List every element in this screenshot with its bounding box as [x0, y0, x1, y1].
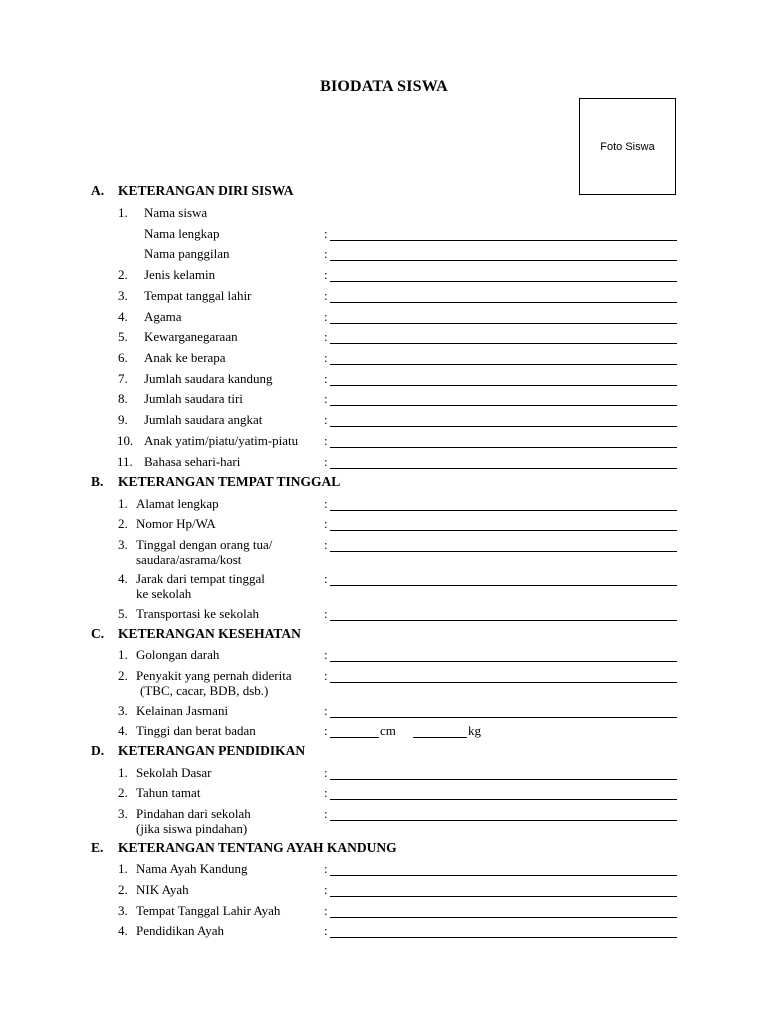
weight-unit: kg	[468, 723, 481, 738]
form-row-yatim-piatu	[0, 433, 768, 453]
field-label: Pendidikan Ayah	[136, 923, 224, 938]
form-row-ttl-ayah	[0, 903, 768, 923]
field-label: Tempat Tanggal Lahir Ayah	[136, 903, 281, 918]
photo-label: Foto Siswa	[600, 140, 655, 153]
item-number: 3.	[118, 288, 128, 303]
field-label: Sekolah Dasar	[136, 765, 212, 780]
field-label: Penyakit yang pernah diderita	[136, 668, 292, 683]
form-row-nik-ayah	[0, 882, 768, 902]
item-number: 1.	[118, 861, 128, 876]
field-label: NIK Ayah	[136, 882, 189, 897]
colon: :	[324, 226, 328, 241]
field-label: Nama siswa	[144, 205, 208, 220]
colon: :	[324, 246, 328, 261]
field-label-cont: ke sekolah	[136, 586, 192, 601]
answer-line[interactable]	[330, 385, 677, 386]
section-title: KETERANGAN TENTANG AYAH KANDUNG	[118, 840, 397, 855]
answer-line[interactable]	[330, 620, 677, 621]
field-label: Jenis kelamin	[144, 267, 216, 282]
colon: :	[324, 923, 328, 938]
form-row-nama-lengkap	[0, 226, 768, 246]
item-number: 5.	[118, 606, 128, 621]
colon: :	[324, 647, 328, 662]
form-row-bahasa	[0, 454, 768, 474]
field-label: Nama lengkap	[144, 226, 220, 241]
answer-line[interactable]	[330, 510, 677, 511]
item-number: 3.	[118, 537, 128, 552]
answer-line[interactable]	[330, 260, 677, 261]
item-number: 3.	[118, 806, 128, 821]
form-row-kelainan-jasmani	[0, 703, 768, 723]
colon: :	[324, 267, 328, 282]
field-label: Nama panggilan	[144, 246, 230, 261]
field-label: Tinggal dengan orang tua/	[136, 537, 273, 552]
item-number: 2.	[118, 882, 128, 897]
section-letter: E.	[91, 840, 104, 855]
item-number: 4.	[118, 571, 128, 586]
colon: :	[324, 412, 328, 427]
field-label: Bahasa sehari-hari	[144, 454, 241, 469]
answer-line[interactable]	[330, 530, 677, 531]
item-number: 11.	[117, 454, 133, 469]
field-label-cont: (jika siswa pindahan)	[136, 821, 248, 836]
field-label: Kewarganegaraan	[144, 329, 238, 344]
answer-line[interactable]	[330, 682, 677, 683]
colon: :	[324, 606, 328, 621]
item-number: 2.	[118, 785, 128, 800]
section-letter: C.	[91, 626, 105, 641]
item-number: 8.	[118, 391, 128, 406]
item-number: 2.	[118, 668, 128, 683]
answer-line[interactable]	[330, 426, 677, 427]
form-row-tinggi-berat	[0, 723, 768, 743]
form-row-nama-ayah	[0, 861, 768, 881]
height-answer-line[interactable]	[330, 737, 379, 738]
field-label: Jarak dari tempat tinggal	[136, 571, 265, 586]
colon: :	[324, 350, 328, 365]
item-number: 7.	[118, 371, 128, 386]
answer-line[interactable]	[330, 717, 677, 718]
field-label-cont: (TBC, cacar, BDB, dsb.)	[140, 683, 269, 698]
form-row-alamat	[0, 496, 768, 516]
answer-line[interactable]	[330, 447, 677, 448]
form-row-saudara-angkat	[0, 412, 768, 432]
form-row-pendidikan-ayah	[0, 923, 768, 943]
form-row-saudara-kandung	[0, 371, 768, 391]
form-row-golongan-darah	[0, 647, 768, 667]
colon: :	[324, 516, 328, 531]
answer-line[interactable]	[330, 820, 677, 821]
field-label: Transportasi ke sekolah	[136, 606, 260, 621]
form-row-nomor-hp	[0, 516, 768, 536]
field-label: Golongan darah	[136, 647, 220, 662]
colon: :	[324, 496, 328, 511]
item-number: 4.	[118, 923, 128, 938]
answer-line[interactable]	[330, 917, 677, 918]
field-label: Agama	[144, 309, 182, 324]
answer-line[interactable]	[330, 585, 677, 586]
page-title: BIODATA SISWA	[320, 78, 448, 95]
answer-line[interactable]	[330, 779, 677, 780]
field-label: Alamat lengkap	[136, 496, 219, 511]
item-number: 4.	[118, 309, 128, 324]
colon: :	[324, 309, 328, 324]
colon: :	[324, 537, 328, 552]
section-title: KETERANGAN PENDIDIKAN	[118, 743, 306, 758]
form-row-sekolah-dasar	[0, 765, 768, 785]
section-title: KETERANGAN KESEHATAN	[118, 626, 301, 641]
item-number: 1.	[118, 765, 128, 780]
form-row-nama-panggilan	[0, 246, 768, 266]
item-number: 2.	[118, 516, 128, 531]
colon: :	[324, 668, 328, 683]
photo-box	[579, 98, 676, 195]
colon: :	[324, 329, 328, 344]
answer-line[interactable]	[330, 661, 677, 662]
colon: :	[324, 433, 328, 448]
colon: :	[324, 454, 328, 469]
item-number: 3.	[118, 903, 128, 918]
answer-line[interactable]	[330, 799, 677, 800]
form-row-transportasi	[0, 606, 768, 626]
field-label: Nomor Hp/WA	[136, 516, 216, 531]
form-row-tahun-tamat	[0, 785, 768, 805]
answer-line[interactable]	[330, 405, 677, 406]
item-number: 1.	[118, 496, 128, 511]
form-row-tinggal-dengan	[0, 537, 768, 567]
field-label: Kelainan Jasmani	[136, 703, 229, 718]
colon: :	[324, 571, 328, 586]
field-label: Tempat tanggal lahir	[144, 288, 252, 303]
answer-line[interactable]	[330, 875, 677, 876]
item-number: 3.	[118, 703, 128, 718]
colon: :	[324, 903, 328, 918]
height-unit: cm	[380, 723, 396, 738]
form-row-agama	[0, 309, 768, 329]
field-label: Anak yatim/piatu/yatim-piatu	[144, 433, 299, 448]
form-row-tempat-tanggal-lahir	[0, 288, 768, 308]
form-row-jarak	[0, 571, 768, 601]
colon: :	[324, 371, 328, 386]
field-label-cont: saudara/asrama/kost	[136, 552, 242, 567]
field-label: Jumlah saudara kandung	[144, 371, 273, 386]
form-row-kewarganegaraan	[0, 329, 768, 349]
form-row-anak-ke	[0, 350, 768, 370]
answer-line[interactable]	[330, 240, 677, 241]
colon: :	[324, 765, 328, 780]
field-label: Nama Ayah Kandung	[136, 861, 248, 876]
item-number: 1.	[118, 647, 128, 662]
colon: :	[324, 806, 328, 821]
item-number: 10.	[117, 433, 134, 448]
answer-line[interactable]	[330, 937, 677, 938]
colon: :	[324, 882, 328, 897]
weight-answer-line[interactable]	[413, 737, 467, 738]
field-label: Anak ke berapa	[144, 350, 226, 365]
item-number: 2.	[118, 267, 128, 282]
answer-line[interactable]	[330, 343, 677, 344]
answer-line[interactable]	[330, 896, 677, 897]
section-letter: D.	[91, 743, 105, 758]
answer-line[interactable]	[330, 468, 677, 469]
answer-line[interactable]	[330, 364, 677, 365]
field-label: Pindahan dari sekolah	[136, 806, 251, 821]
colon: :	[324, 391, 328, 406]
colon: :	[324, 723, 328, 738]
item-number: 6.	[118, 350, 128, 365]
form-row-penyakit	[0, 668, 768, 698]
field-label: Jumlah saudara tiri	[144, 391, 243, 406]
section-title: KETERANGAN TEMPAT TINGGAL	[118, 474, 341, 489]
section-letter: B.	[91, 474, 104, 489]
form-row-nama-siswa	[0, 205, 768, 225]
form-row-saudara-tiri	[0, 391, 768, 411]
answer-line[interactable]	[330, 281, 677, 282]
form-row-jenis-kelamin	[0, 267, 768, 287]
item-number: 1.	[118, 205, 128, 220]
answer-line[interactable]	[330, 551, 677, 552]
colon: :	[324, 703, 328, 718]
field-label: Jumlah saudara angkat	[144, 412, 263, 427]
item-number: 9.	[118, 412, 128, 427]
answer-line[interactable]	[330, 323, 677, 324]
item-number: 4.	[118, 723, 128, 738]
answer-line[interactable]	[330, 302, 677, 303]
field-label: Tinggi dan berat badan	[136, 723, 256, 738]
section-letter: A.	[91, 183, 105, 198]
colon: :	[324, 861, 328, 876]
field-label: Tahun tamat	[136, 785, 201, 800]
form-row-pindahan	[0, 806, 768, 836]
colon: :	[324, 288, 328, 303]
colon: :	[324, 785, 328, 800]
item-number: 5.	[118, 329, 128, 344]
section-title: KETERANGAN DIRI SISWA	[118, 183, 294, 198]
